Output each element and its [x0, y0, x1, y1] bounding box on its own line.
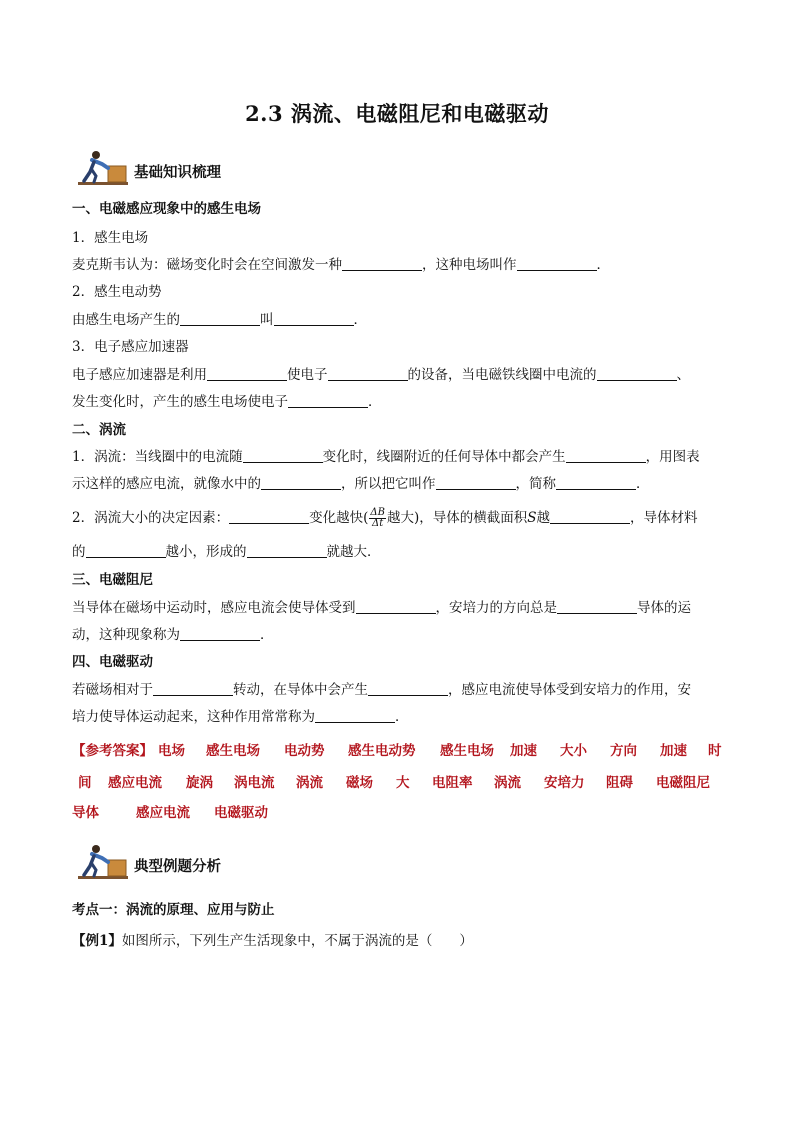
part1-s1-title: 1．感生电场 — [72, 230, 149, 246]
answer-item: 大 — [396, 775, 410, 791]
answer-item: 感应电流 — [108, 775, 162, 791]
section-header-examples — [78, 842, 298, 882]
answer-item: 感生电场 — [206, 743, 260, 759]
answer-item: 电场 — [158, 743, 185, 759]
answer-item: 时 — [708, 743, 722, 759]
part1-s2-line: 由感生电场产生的 叫 ． — [72, 312, 367, 328]
answer-item: 安培力 — [544, 775, 585, 791]
answer-blank[interactable] — [550, 509, 630, 524]
answer-item: 感生电动势 — [348, 743, 416, 759]
answer-blank[interactable] — [436, 475, 516, 490]
answer-blank[interactable] — [288, 393, 368, 408]
answer-item: 加速 — [510, 743, 537, 759]
answer-blank[interactable] — [274, 311, 354, 326]
part2-s1-line1: 1．涡流：当线圈中的电流随 变化时，线圈附近的任何导体中都会产生 ，用图表 — [72, 449, 700, 465]
answer-blank[interactable] — [556, 475, 636, 490]
answer-blank[interactable] — [566, 448, 646, 463]
answer-blank[interactable] — [368, 681, 448, 696]
section-label: 基础知识梳理 — [134, 164, 221, 181]
answer-item: 方向 — [610, 743, 637, 759]
part1-s1-line: 麦克斯韦认为：磁场变化时会在空间激发一种 ，这种电场叫作 ． — [72, 257, 610, 273]
answers-label: 【参考答案】 — [72, 743, 153, 759]
answer-blank[interactable] — [207, 366, 287, 381]
part3-line2: 动，这种现象称为 ． — [72, 627, 274, 643]
part4-heading: 四、电磁驱动 — [72, 654, 153, 670]
part2-s2-line2: 的 越小，形成的 就越大． — [72, 544, 381, 560]
part2-heading: 二、涡流 — [72, 422, 126, 438]
answer-item: 磁场 — [346, 775, 373, 791]
fraction-delta-b-over-delta-t: $\frac{\Delta B}{\Delta t}$ — [370, 507, 385, 529]
answer-blank[interactable] — [243, 448, 323, 463]
part1-heading: 一、电磁感应现象中的感生电场 — [72, 201, 261, 217]
part1-s3-title: 3．电子感应加速器 — [72, 339, 189, 355]
answer-blank[interactable] — [180, 311, 260, 326]
answer-blank[interactable] — [229, 509, 309, 524]
answer-blank[interactable] — [328, 366, 408, 381]
part1-s2-title: 2．感生电动势 — [72, 284, 162, 300]
part3-line1: 当导体在磁场中运动时，感应电流会使导体受到 ，安培力的方向总是 导体的运 — [72, 600, 691, 616]
answer-item: 电磁驱动 — [214, 805, 268, 821]
answer-item: 大小 — [560, 743, 587, 759]
page-title: 2.3 涡流、电磁阻尼和电磁驱动 — [245, 101, 549, 126]
answer-item: 电动势 — [284, 743, 325, 759]
example-label: 【例1】 — [72, 933, 122, 949]
answer-item: 电阻率 — [432, 775, 473, 791]
part3-heading: 三、电磁阻尼 — [72, 572, 153, 588]
boy-pushing-box-icon — [78, 148, 130, 186]
answer-item: 涡流 — [494, 775, 521, 791]
section-label: 典型例题分析 — [134, 858, 221, 875]
answer-item: 涡电流 — [234, 775, 275, 791]
answer-blank[interactable] — [86, 543, 166, 558]
answer-blank[interactable] — [153, 681, 233, 696]
section-header-basic — [78, 148, 298, 188]
answer-item: 加速 — [660, 743, 687, 759]
answer-item: 间 — [78, 775, 92, 791]
part1-s3-line2: 发生变化时，产生的感生电场使电子 ． — [72, 394, 382, 410]
example-text: 如图所示，下列生产生活现象中，不属于涡流的是（ ） — [121, 933, 473, 949]
answer-blank[interactable] — [517, 256, 597, 271]
answer-blank[interactable] — [557, 599, 637, 614]
exam-point: 考点一：涡流的原理、应用与防止 — [72, 902, 275, 918]
answer-item: 涡流 — [296, 775, 323, 791]
answer-blank[interactable] — [597, 366, 677, 381]
part4-line2: 培力使导体运动起来，这种作用常常称为 ． — [72, 709, 409, 725]
answer-item: 旋涡 — [186, 775, 213, 791]
answer-item: 阻碍 — [606, 775, 633, 791]
answer-blank[interactable] — [342, 256, 422, 271]
part4-line1: 若磁场相对于 转动，在导体中会产生 ，感应电流使导体受到安培力的作用，安 — [72, 682, 691, 698]
answer-item: 感应电流 — [136, 805, 190, 821]
answer-item: 电磁阻尼 — [656, 775, 710, 791]
answer-item: 导体 — [72, 805, 99, 821]
boy-pushing-box-icon — [78, 842, 130, 880]
answer-blank[interactable] — [261, 475, 341, 490]
example-1 — [72, 931, 722, 951]
part2-s2-line1: 2．涡流大小的决定因素： 变化越快( $\frac{\Delta B}{\Delta t}$ 越大)，导体的横截面积S越 ，导体材料 — [72, 507, 698, 529]
part1-s3-line1: 电子感应加速器是利用 使电子 的设备，当电磁铁线圈中电流的 、 — [72, 367, 690, 383]
answer-blank[interactable] — [247, 543, 327, 558]
answer-blank[interactable] — [315, 708, 395, 723]
part2-s1-line2: 示这样的感应电流，就像水中的 ，所以把它叫作 ，简称 ． — [72, 476, 650, 492]
answer-blank[interactable] — [356, 599, 436, 614]
answer-item: 感生电场 — [440, 743, 494, 759]
answer-blank[interactable] — [180, 626, 260, 641]
